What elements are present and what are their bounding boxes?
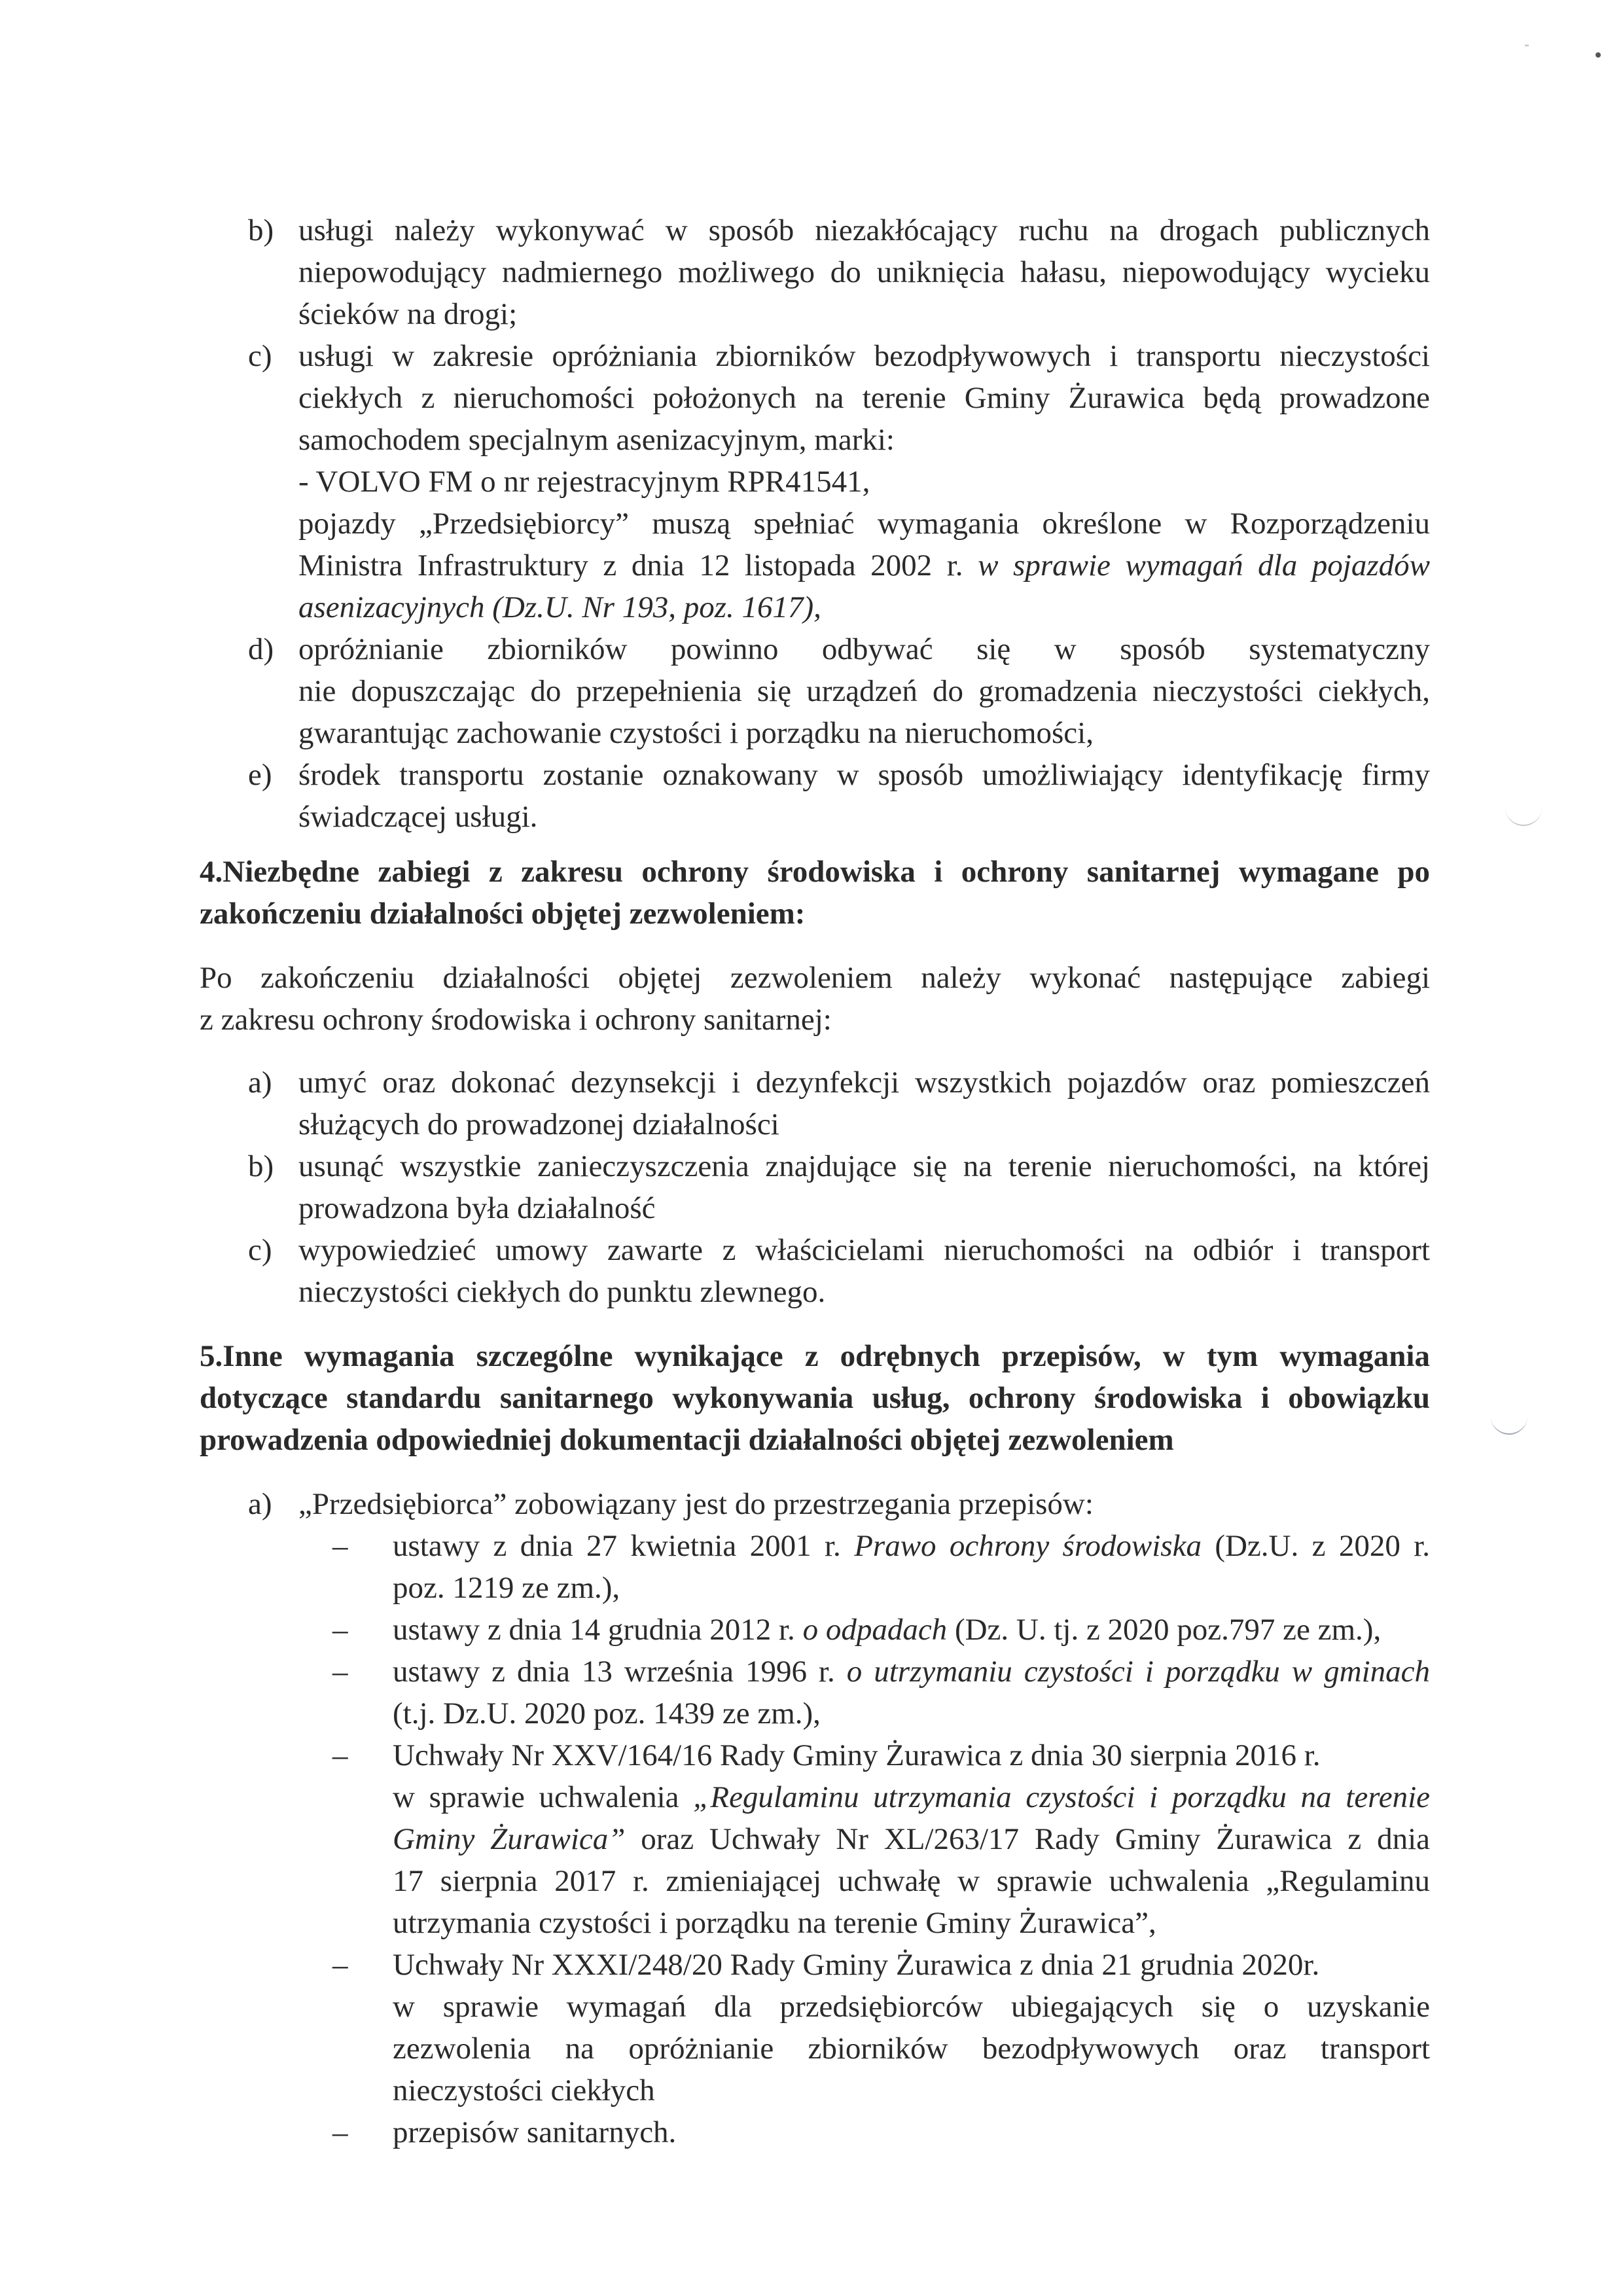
dash-marker: – bbox=[332, 1655, 348, 1689]
regulation-item bbox=[332, 1734, 1430, 1944]
text-line: ustawy z dnia 13 września 1996 r. o utrzymaniu czystości i porządku w gminach bbox=[393, 1655, 1431, 1689]
heading-line: dotyczące standardu sanitarnego wykonywania usług, ochrony środowiska i obowiązku bbox=[200, 1381, 1430, 1415]
list-marker: b) bbox=[248, 213, 274, 247]
text-line: przepisów sanitarnych. bbox=[393, 2115, 677, 2149]
text-line: ciekłych z nieruchomości położonych na terenie Gminy Żurawica będą prowadzone bbox=[298, 381, 1430, 415]
heading-line: 4.Niezbędne zabiegi z zakresu ochrony środowiska i ochrony sanitarnej wymagane po bbox=[200, 855, 1430, 889]
text-line: gwarantując zachowanie czystości i porządku na nieruchomości, bbox=[298, 716, 1094, 750]
section-5-list bbox=[200, 1483, 1430, 2153]
list-marker: b) bbox=[248, 1149, 274, 1183]
list-item bbox=[200, 1062, 1430, 1145]
punch-hole-mark bbox=[1491, 1414, 1527, 1435]
list-marker: c) bbox=[248, 339, 272, 373]
text-line: (t.j. Dz.U. 2020 poz. 1439 ze zm.), bbox=[393, 1696, 821, 1731]
text-line: nie dopuszczając do przepełnienia się urządzeń do gromadzenia nieczystości ciekłych, bbox=[298, 674, 1430, 708]
text-line: nieczystości ciekłych bbox=[393, 2073, 655, 2108]
list-item-b bbox=[200, 209, 1430, 335]
text-line: usługi w zakresie opróżniania zbiorników bezodpływowych i transportu nieczystości bbox=[298, 339, 1430, 373]
section-4-list bbox=[200, 1062, 1430, 1313]
heading-line: 5.Inne wymagania szczególne wynikające z odrębnych przepisów, w tym wymagania bbox=[200, 1339, 1430, 1373]
section-5-heading bbox=[200, 1335, 1430, 1461]
section-4-heading bbox=[200, 851, 1430, 935]
text-line: utrzymania czystości i porządku na terenie Gminy Żurawica”, bbox=[393, 1906, 1156, 1940]
list-marker: a) bbox=[248, 1066, 272, 1100]
text-line: w sprawie wymagań dla przedsiębiorców ubiegających się o uzyskanie bbox=[393, 1990, 1430, 2024]
text-line: z zakresu ochrony środowiska i ochrony sanitarnej: bbox=[200, 1003, 832, 1037]
text-line: ustawy z dnia 27 kwietnia 2001 r. Prawo ochrony środowiska (Dz.U. z 2020 r. bbox=[393, 1529, 1431, 1563]
regulation-item bbox=[332, 1651, 1431, 1734]
text-line: - VOLVO FM o nr rejestracyjnym RPR41541, bbox=[298, 465, 870, 499]
text-line: samochodem specjalnym asenizacyjnym, marki: bbox=[298, 423, 895, 457]
punch-hole-mark bbox=[1505, 805, 1542, 826]
text-line: usługi należy wykonywać w sposób niezakłócający ruchu na drogach publicznych bbox=[298, 213, 1430, 247]
list-item-a bbox=[200, 1483, 1430, 1525]
dash-marker: – bbox=[332, 1948, 348, 1982]
regulation-item bbox=[332, 1944, 1430, 2111]
regulation-item bbox=[332, 1525, 1431, 1609]
text-line: służących do prowadzonej działalności bbox=[298, 1107, 779, 1141]
text-line: usunąć wszystkie zanieczyszczenia znajdujące się na terenie nieruchomości, na której bbox=[298, 1149, 1430, 1183]
document-body bbox=[200, 209, 1430, 2153]
section-4-intro bbox=[200, 957, 1430, 1041]
text-line: prowadzona była działalność bbox=[298, 1191, 656, 1225]
list-item-c bbox=[200, 335, 1430, 628]
dash-marker: – bbox=[332, 2115, 348, 2149]
scan-speck bbox=[1596, 52, 1601, 58]
text-line: świadczącej usługi. bbox=[298, 800, 538, 834]
scan-speck bbox=[1525, 45, 1529, 46]
list-item bbox=[200, 1229, 1430, 1313]
text-line: asenizacyjnych (Dz.U. Nr 193, poz. 1617), bbox=[298, 590, 821, 624]
text-line: Po zakończeniu działalności objętej zezwoleniem należy wykonać następujące zabiegi bbox=[200, 961, 1430, 995]
text-line: opróżnianie zbiorników powinno odbywać się w sposób systematyczny bbox=[298, 632, 1430, 666]
list-item-e bbox=[200, 754, 1430, 838]
text-line: Ministra Infrastruktury z dnia 12 listopada 2002 r. w sprawie wymagań dla pojazdów bbox=[298, 548, 1430, 583]
text-line: niepowodujący nadmiernego możliwego do uniknięcia hałasu, niepowodujący wycieku bbox=[298, 255, 1430, 289]
dash-marker: – bbox=[332, 1738, 348, 1772]
text-line: umyć oraz dokonać dezynsekcji i dezynfekcji wszystkich pojazdów oraz pomieszczeń bbox=[298, 1066, 1430, 1100]
text-line: nieczystości ciekłych do punktu zlewnego. bbox=[298, 1275, 826, 1309]
text-line: Uchwały Nr XXV/164/16 Rady Gminy Żurawica z dnia 30 sierpnia 2016 r. bbox=[393, 1738, 1321, 1772]
dash-marker: – bbox=[332, 1529, 348, 1563]
regulation-item bbox=[332, 1609, 1430, 1651]
text-line: poz. 1219 ze zm.), bbox=[393, 1571, 620, 1605]
list-marker: a) bbox=[248, 1487, 272, 1521]
list-marker: c) bbox=[248, 1233, 272, 1267]
regulation-sublist bbox=[200, 1525, 1430, 2153]
text-line: „Przedsiębiorca” zobowiązany jest do przestrzegania przepisów: bbox=[298, 1487, 1094, 1521]
text-line: 17 sierpnia 2017 r. zmieniającej uchwałę w sprawie uchwalenia „Regulaminu bbox=[393, 1864, 1430, 1898]
heading-line: zakończeniu działalności objętej zezwoleniem: bbox=[200, 897, 806, 931]
text-line: ustawy z dnia 14 grudnia 2012 r. o odpadach (Dz. U. tj. z 2020 poz.797 ze zm.), bbox=[393, 1613, 1382, 1647]
list-marker: d) bbox=[248, 632, 274, 666]
text-line: wypowiedzieć umowy zawarte z właścicielami nieruchomości na odbiór i transport bbox=[298, 1233, 1430, 1267]
text-line: w sprawie uchwalenia „Regulaminu utrzymania czystości i porządku na terenie bbox=[393, 1780, 1430, 1814]
heading-line: prowadzenia odpowiedniej dokumentacji działalności objętej zezwoleniem bbox=[200, 1423, 1174, 1457]
dash-marker: – bbox=[332, 1613, 348, 1647]
text-line: ścieków na drogi; bbox=[298, 297, 518, 331]
text-line: Uchwały Nr XXXI/248/20 Rady Gminy Żurawica z dnia 21 grudnia 2020r. bbox=[393, 1948, 1320, 1982]
text-line: środek transportu zostanie oznakowany w sposób umożliwiający identyfikację firmy bbox=[298, 758, 1430, 792]
list-item bbox=[200, 1145, 1430, 1229]
list-marker: e) bbox=[248, 758, 272, 792]
text-line: Gminy Żurawica” oraz Uchwały Nr XL/263/17 Rady Gminy Żurawica z dnia bbox=[393, 1822, 1430, 1856]
list-item-d bbox=[200, 628, 1430, 754]
regulation-item bbox=[332, 2111, 1430, 2153]
text-line: zezwolenia na opróżnianie zbiorników bezodpływowych oraz transport bbox=[393, 2032, 1430, 2066]
text-line: pojazdy „Przedsiębiorcy” muszą spełniać wymagania określone w Rozporządzeniu bbox=[298, 507, 1430, 541]
